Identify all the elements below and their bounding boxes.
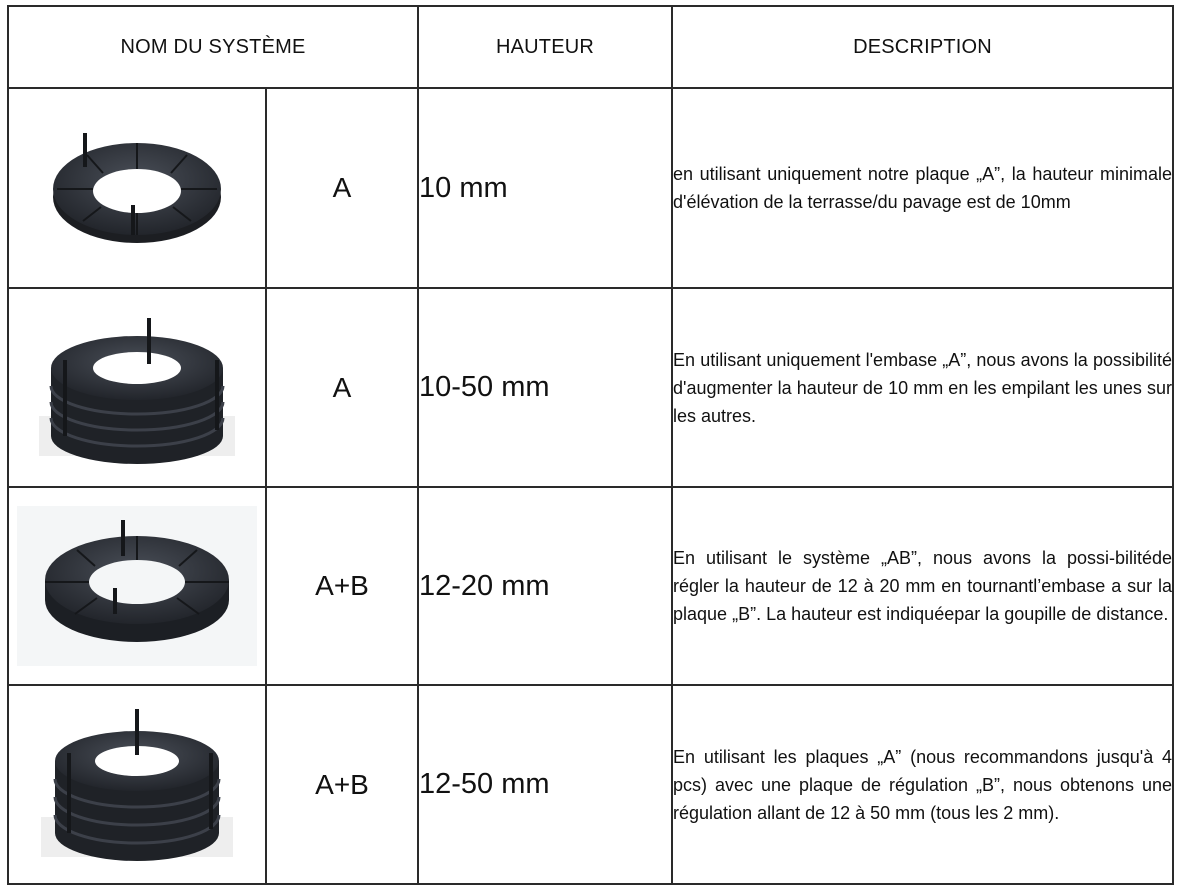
header-description: DESCRIPTION [672, 6, 1173, 88]
system-name: A [266, 288, 418, 487]
table-row [8, 685, 1173, 884]
table-row [8, 88, 1173, 288]
system-height: 12-20 mm [418, 487, 672, 685]
single-pedestal-plate-icon [37, 113, 237, 263]
system-table [7, 5, 1174, 885]
system-height: 10-50 mm [418, 288, 672, 487]
header-height: HAUTEUR [418, 6, 672, 88]
header-row [8, 6, 1173, 88]
system-name: A [266, 88, 418, 288]
stacked-pedestal-with-regulation-icon [27, 705, 247, 865]
pedestal-with-regulation-plate-icon [17, 506, 257, 666]
system-name: A+B [266, 487, 418, 685]
table-row [8, 487, 1173, 685]
product-image [8, 288, 266, 487]
system-description: en utilisant uniquement notre plaque „A”, la hauteur minimale d'élévation de la terrasse/du pavage est de 10mm [672, 88, 1173, 288]
system-description: En utilisant uniquement l'embase „A”, nous avons la possibilité d'augmenter la hauteur de 10 mm en les empilant les unes sur les autres. [672, 288, 1173, 487]
system-height: 10 mm [418, 88, 672, 288]
table-row [8, 288, 1173, 487]
stacked-pedestal-plates-icon [27, 308, 247, 468]
product-image [8, 88, 266, 288]
system-name: A+B [266, 685, 418, 884]
system-description: En utilisant les plaques „A” (nous recommandons jusqu'à 4 pcs) avec une plaque de régulation „B”, nous obtenons une régulation allant de 12 à 50 mm (tous les 2 mm). [672, 685, 1173, 884]
header-name: NOM DU SYSTÈME [8, 6, 418, 88]
system-description: En utilisant le système „AB”, nous avons la possi-bilitéde régler la hauteur de 12 à 20 mm en tournantl’embase a sur la plaque „B”. La hauteur est indiquéepar la goupille de distance. [672, 487, 1173, 685]
product-image [8, 487, 266, 685]
product-image [8, 685, 266, 884]
system-height: 12-50 mm [418, 685, 672, 884]
